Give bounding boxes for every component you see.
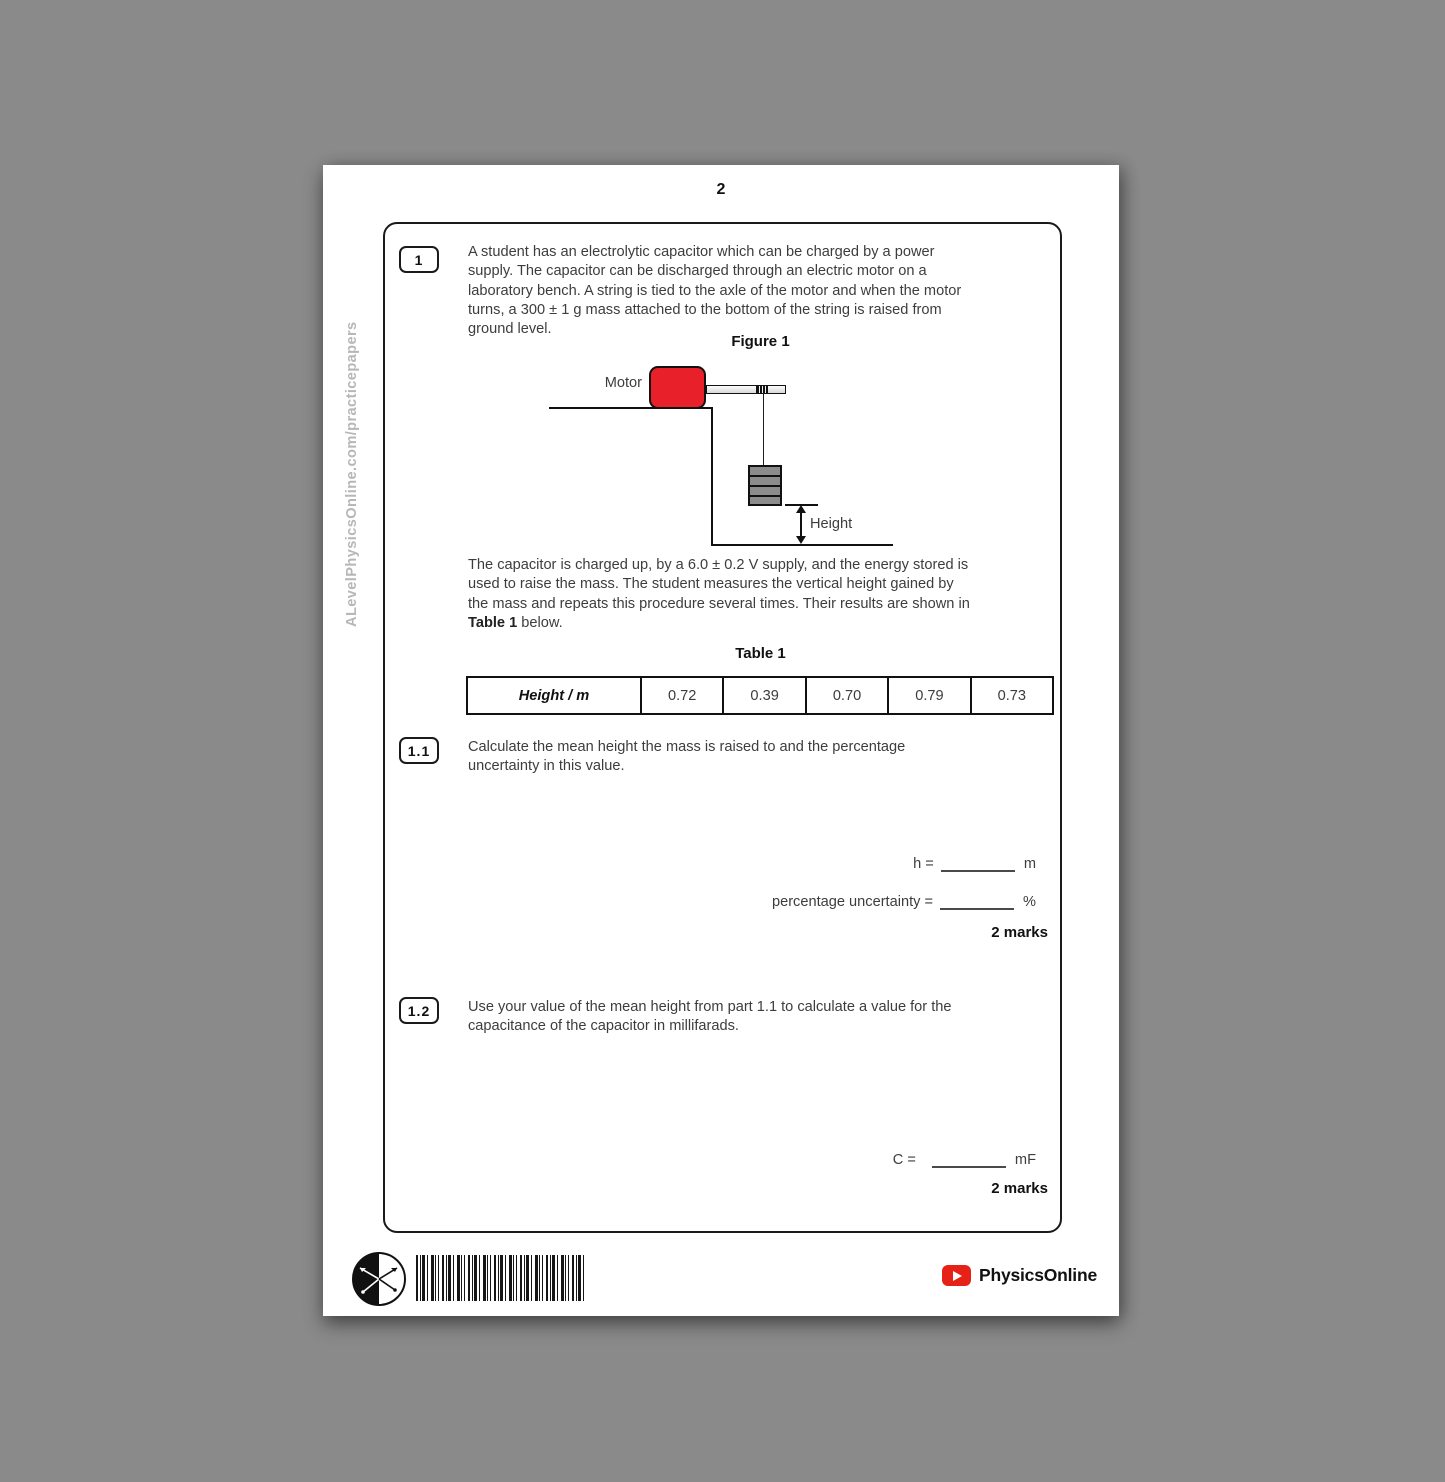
question-number-label: 1 [414,251,424,268]
table-title: Table 1 [735,645,786,662]
question-number-box [399,246,439,273]
bench-edge-line [711,407,713,546]
intro-line: ground level. [468,321,552,338]
motor-label: Motor [604,375,642,391]
answer-label-h: h = [913,856,934,872]
answer-unit-mf: mF [1014,1152,1036,1168]
part-1-2-line: capacitance of the capacitor in millifarads. [468,1018,739,1035]
youtube-play-icon [942,1265,971,1286]
mass-segment-divider [750,495,780,497]
part-1-2-line: Use your value of the mean height from part 1.1 to calculate a value for the [468,999,952,1015]
results-table [466,676,1054,715]
brand-lockup [942,1265,1097,1286]
part-1-1-number-box [399,737,439,764]
question-1-container [383,222,1062,1233]
play-triangle-icon [953,1271,962,1281]
string-line [763,393,764,466]
part-1-2-marks: 2 marks [991,1180,1048,1197]
height-arrow-line [800,512,802,537]
middle-line: the mass and repeats this procedure several times. Their results are shown in [468,595,970,612]
height-label: Height [810,516,853,532]
exam-paper-page [323,165,1119,1316]
motor-shape [649,366,706,409]
table-value-cell: 0.72 [640,678,722,713]
table-reference-rest: below. [517,614,563,631]
answer-unit-percent: % [1023,894,1036,910]
question-middle-paragraph [468,556,1060,633]
mass-shape [748,465,782,506]
mass-segment-divider [750,475,780,477]
answer-row-capacitance [893,1152,1036,1168]
part-1-1-text [468,738,1060,777]
middle-line [468,614,1060,633]
answer-unit-m: m [1023,856,1036,872]
ground-line [711,544,893,546]
height-arrow-down-head [796,536,806,544]
sidebar-url-text: ALevelPhysicsOnline.com/practicepapers [344,321,360,627]
table-header-cell: Height / m [518,687,590,704]
page-number: 2 [716,181,726,198]
answer-blank-uncertainty [940,895,1014,910]
part-1-1-marks: 2 marks [991,924,1048,941]
barcode [416,1255,584,1301]
answer-row-height [913,856,1036,872]
part-1-1-line: uncertainty in this value. [468,758,625,775]
part-1-1-number-label: 1.1 [407,742,431,759]
intro-line: turns, a 300 ± 1 g mass attached to the bottom of the string is raised from [468,301,942,318]
figure-title: Figure 1 [731,333,790,350]
part-1-2-number-box [399,997,439,1024]
intro-line: supply. The capacitor can be discharged through an electric motor on a [468,263,927,280]
part-1-1-line: Calculate the mean height the mass is raised to and the percentage [468,739,906,755]
answer-label-uncertainty: percentage uncertainty = [771,894,934,910]
intro-line: A student has an electrolytic capacitor which can be charged by a power [468,244,935,260]
answer-row-uncertainty [772,894,1036,910]
motor-axle [706,385,786,394]
question-intro-paragraph [468,243,1060,339]
table-value-cell: 0.39 [722,678,804,713]
table-value-cell: 0.79 [887,678,969,713]
table-value-cell: 0.73 [970,678,1052,713]
table-value-cell: 0.70 [805,678,887,713]
string-spool [756,385,768,394]
part-1-2-text [468,998,1060,1037]
answer-blank-c [932,1153,1006,1168]
mass-segment-divider [750,485,780,487]
intro-line: laboratory bench. A string is tied to the axle of the motor and when the motor [468,282,962,299]
answer-blank-h [941,857,1015,872]
answer-label-c: C = [892,1152,916,1168]
middle-line: used to raise the mass. The student measures the vertical height gained by [468,576,954,593]
middle-line: The capacitor is charged up, by a 6.0 ± 0.2 V supply, and the energy stored is [468,557,969,573]
brand-name: PhysicsOnline [978,1265,1097,1285]
particle-tracks-logo-icon [351,1251,407,1307]
table-reference-bold: Table 1 [468,614,518,631]
part-1-2-number-label: 1.2 [407,1002,431,1019]
